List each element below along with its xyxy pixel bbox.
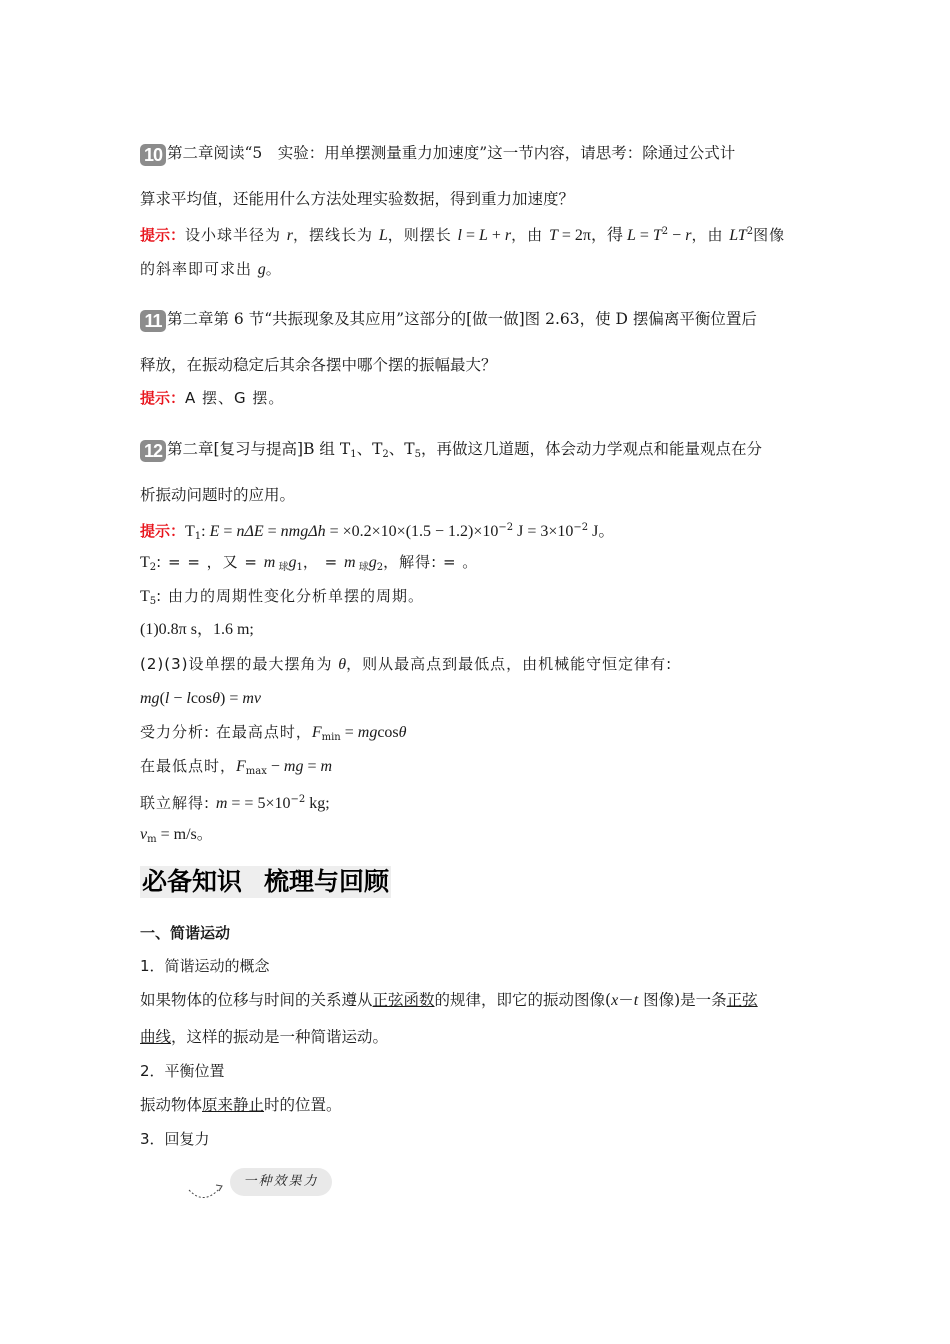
subscript: 1	[350, 449, 357, 460]
hint-text: 。	[265, 260, 282, 278]
item-1-text-line-1	[140, 989, 758, 1012]
question-number-badge: 12	[140, 440, 166, 462]
question-12-line-2	[140, 484, 295, 506]
math-op: −	[668, 227, 686, 244]
math-var: g	[288, 554, 297, 571]
math-text: J。	[588, 523, 615, 540]
callout-arrow-icon	[186, 1176, 236, 1206]
math-exponent: −2	[498, 522, 514, 533]
math-var: nmg	[280, 523, 309, 540]
hint-text: 图像	[753, 226, 786, 244]
math-var: F	[311, 724, 322, 741]
hint-label: 提示：	[140, 389, 186, 407]
math-op: =	[635, 227, 653, 244]
math-var: n	[236, 523, 245, 540]
math-var: L	[378, 227, 388, 244]
math-exponent: 2	[746, 226, 754, 237]
math-op: =	[340, 724, 358, 741]
hint-text: ，摆线长为	[293, 226, 379, 244]
section-heading	[140, 866, 391, 898]
hint-12-line-1: (1)0.8π s，1.6 m;	[140, 621, 254, 638]
math-op: −	[169, 690, 187, 707]
subscript: min	[321, 732, 341, 743]
body-text: －	[618, 991, 634, 1009]
math-var: L	[626, 227, 636, 244]
subscript: 球	[275, 562, 289, 573]
hint-text: : = = ，又 =	[156, 553, 264, 571]
question-number-badge: 11	[140, 310, 166, 332]
math-var: v	[140, 826, 148, 843]
math-var: mg	[140, 690, 160, 707]
math-var: g	[368, 554, 377, 571]
math-text: T	[185, 523, 195, 540]
math-text: kg;	[305, 795, 330, 812]
math-op: −	[266, 758, 284, 775]
math-op: =	[219, 523, 237, 540]
subscript: 1	[194, 531, 202, 542]
subscript: 2	[376, 562, 384, 573]
item-2-text	[140, 1094, 342, 1116]
underlined-term: 正弦函数	[372, 991, 435, 1009]
math-var: θ	[338, 656, 347, 673]
math-var: Δh	[308, 523, 326, 540]
hint-text: 联立解得:	[140, 794, 216, 812]
math-text: :	[201, 523, 210, 540]
body-text: 图像)是一条	[638, 991, 727, 1009]
subscript: 2	[382, 449, 389, 460]
math-op: =	[303, 758, 321, 775]
hint-text: ，解得: = 。	[383, 553, 479, 571]
hint-12-line-6	[140, 789, 330, 815]
math-var: F	[236, 758, 246, 775]
math-var: mg	[357, 724, 378, 741]
item-1-title: 1．简谐运动的概念	[140, 957, 270, 975]
math-text: T	[140, 588, 150, 605]
math-var: r	[685, 227, 692, 244]
math-op: ) =	[220, 690, 243, 707]
body-text: ，这样的振动是一种简谐运动。	[171, 1028, 389, 1046]
hint-text: ，由	[691, 226, 730, 244]
body-text: 时的位置。	[264, 1096, 342, 1114]
math-op: cos	[377, 724, 399, 741]
math-var: r	[504, 227, 512, 244]
math-var: m	[263, 554, 276, 571]
math-var: l	[457, 227, 462, 244]
subscript: 5	[149, 596, 157, 607]
math-var: r	[286, 227, 294, 244]
math-var: l	[164, 690, 170, 707]
math-op: cos	[190, 690, 213, 707]
question-text: 、T	[356, 440, 383, 458]
item-3-title: 3．回复力	[140, 1130, 210, 1148]
math-var: E	[209, 523, 220, 540]
hint-text: 在最低点时，	[140, 757, 237, 775]
math-var: g	[257, 261, 266, 278]
math-var: mv	[242, 690, 262, 707]
math-op: =	[263, 523, 281, 540]
math-var: x	[611, 992, 619, 1009]
question-text: 、T	[388, 440, 415, 458]
math-op: +	[487, 227, 505, 244]
section-heading-part-b: 梳理与回顾	[264, 867, 390, 896]
hint-text: ，则摆长	[387, 226, 458, 244]
hint-text: 的斜率即可求出	[140, 260, 258, 278]
hint-text: ，由	[511, 226, 549, 244]
hint-12-line-2	[140, 653, 672, 676]
question-text: 释放，在振动稳定后其余各摆中哪个摆的振幅最大？	[140, 356, 497, 374]
question-text: 析振动问题时的应用。	[140, 486, 296, 504]
hint-12-t2	[140, 551, 478, 579]
math-var: θ	[212, 690, 221, 707]
subscript: 2	[149, 562, 157, 573]
question-text: 第二章第 6 节“共振现象及其应用”这部分的[做一做]图 2.63，使 D 摆偏离平衡位置后	[167, 310, 757, 328]
underlined-term: 曲线	[140, 1028, 172, 1046]
callout-bubble: 一种效果力	[230, 1168, 332, 1196]
math-var: l	[186, 690, 191, 707]
question-11-line-1	[140, 308, 757, 332]
math-var: θ	[398, 724, 407, 741]
hint-12-line-7	[140, 823, 213, 851]
math-text: = ×0.2×10×(1.5 − 1.2)×10	[325, 523, 499, 540]
math-text: J = 3×10	[513, 523, 574, 540]
hint-12-line-3	[140, 687, 261, 710]
hint-text: ，则从最高点到最低点，由机械能守恒定律有:	[346, 655, 673, 673]
hint-text: : 由力的周期性变化分析单摆的周期。	[156, 587, 424, 605]
question-10-line-1	[140, 142, 735, 166]
math-var: m	[320, 758, 333, 775]
math-var: L	[478, 227, 488, 244]
math-var: m	[215, 795, 228, 812]
math-exponent: −2	[290, 794, 306, 805]
math-var: t	[633, 992, 639, 1009]
hint-12-t5	[140, 585, 424, 613]
question-10-line-2	[140, 188, 574, 210]
question-text: 第二章[复习与提高]B 组 T	[167, 440, 351, 458]
question-number-badge: 10	[140, 144, 166, 166]
math-text: = = 5×10	[227, 795, 291, 812]
question-12-line-1	[140, 438, 762, 466]
subsection-heading: 一、简谐运动	[140, 924, 231, 942]
hint-text: A 摆、G 摆。	[185, 389, 285, 407]
math-text: = m/s。	[156, 826, 213, 843]
item-1-text-line-2	[140, 1026, 388, 1048]
hint-12-line-4	[140, 721, 407, 749]
body-text: 如果物体的位移与时间的关系遵从	[140, 991, 373, 1009]
hint-text: (2)(3)设单摆的最大摆角为	[140, 655, 339, 673]
underlined-term: 正弦	[726, 991, 758, 1009]
subscript: 1	[296, 562, 303, 573]
question-11-line-2	[140, 354, 497, 376]
math-exponent: 2	[661, 226, 669, 237]
hint-11	[140, 387, 284, 409]
math-text: T	[140, 554, 150, 571]
math-op: = 2π，得	[557, 227, 627, 244]
hint-10-line-2	[140, 258, 282, 281]
subscript: 5	[414, 449, 421, 460]
hint-12-line-5	[140, 755, 332, 783]
hint-label: 提示：	[140, 522, 186, 540]
question-text: 第二章阅读“5 实验：用单摆测量重力加速度”这一节内容，请思考：除通过公式计	[167, 144, 736, 162]
subscript: m	[147, 834, 157, 845]
math-var: mg	[283, 758, 304, 775]
hint-12-t1	[140, 517, 614, 548]
hint-label: 提示：	[140, 226, 186, 244]
hint-10-line-1	[140, 221, 785, 247]
math-var: ΔE	[244, 523, 264, 540]
underlined-term: 原来静止	[202, 1096, 265, 1114]
hint-text: ， =	[302, 553, 344, 571]
question-text: ，再做这几道题，体会动力学观点和能量观点在分	[421, 440, 763, 458]
item-2-title: 2．平衡位置	[140, 1062, 225, 1080]
subscript: max	[245, 766, 267, 777]
body-text: 的规律，即它的振动图像(	[434, 991, 612, 1009]
math-var: LT	[729, 227, 747, 244]
section-heading-part-a: 必备知识	[142, 867, 243, 896]
body-text: 振动物体	[140, 1096, 203, 1114]
subscript: 球	[355, 562, 369, 573]
hint-text: 设小球半径为	[185, 226, 287, 244]
math-var: T	[652, 227, 662, 244]
question-text: 算求平均值，还能用什么方法处理实验数据，得到重力加速度？	[140, 190, 575, 208]
hint-text: 受力分析: 在最高点时，	[140, 723, 312, 741]
math-op: (	[159, 690, 165, 707]
math-var: m	[344, 554, 356, 571]
math-var: T	[548, 227, 558, 244]
math-op: =	[461, 227, 479, 244]
math-exponent: −2	[573, 522, 589, 533]
